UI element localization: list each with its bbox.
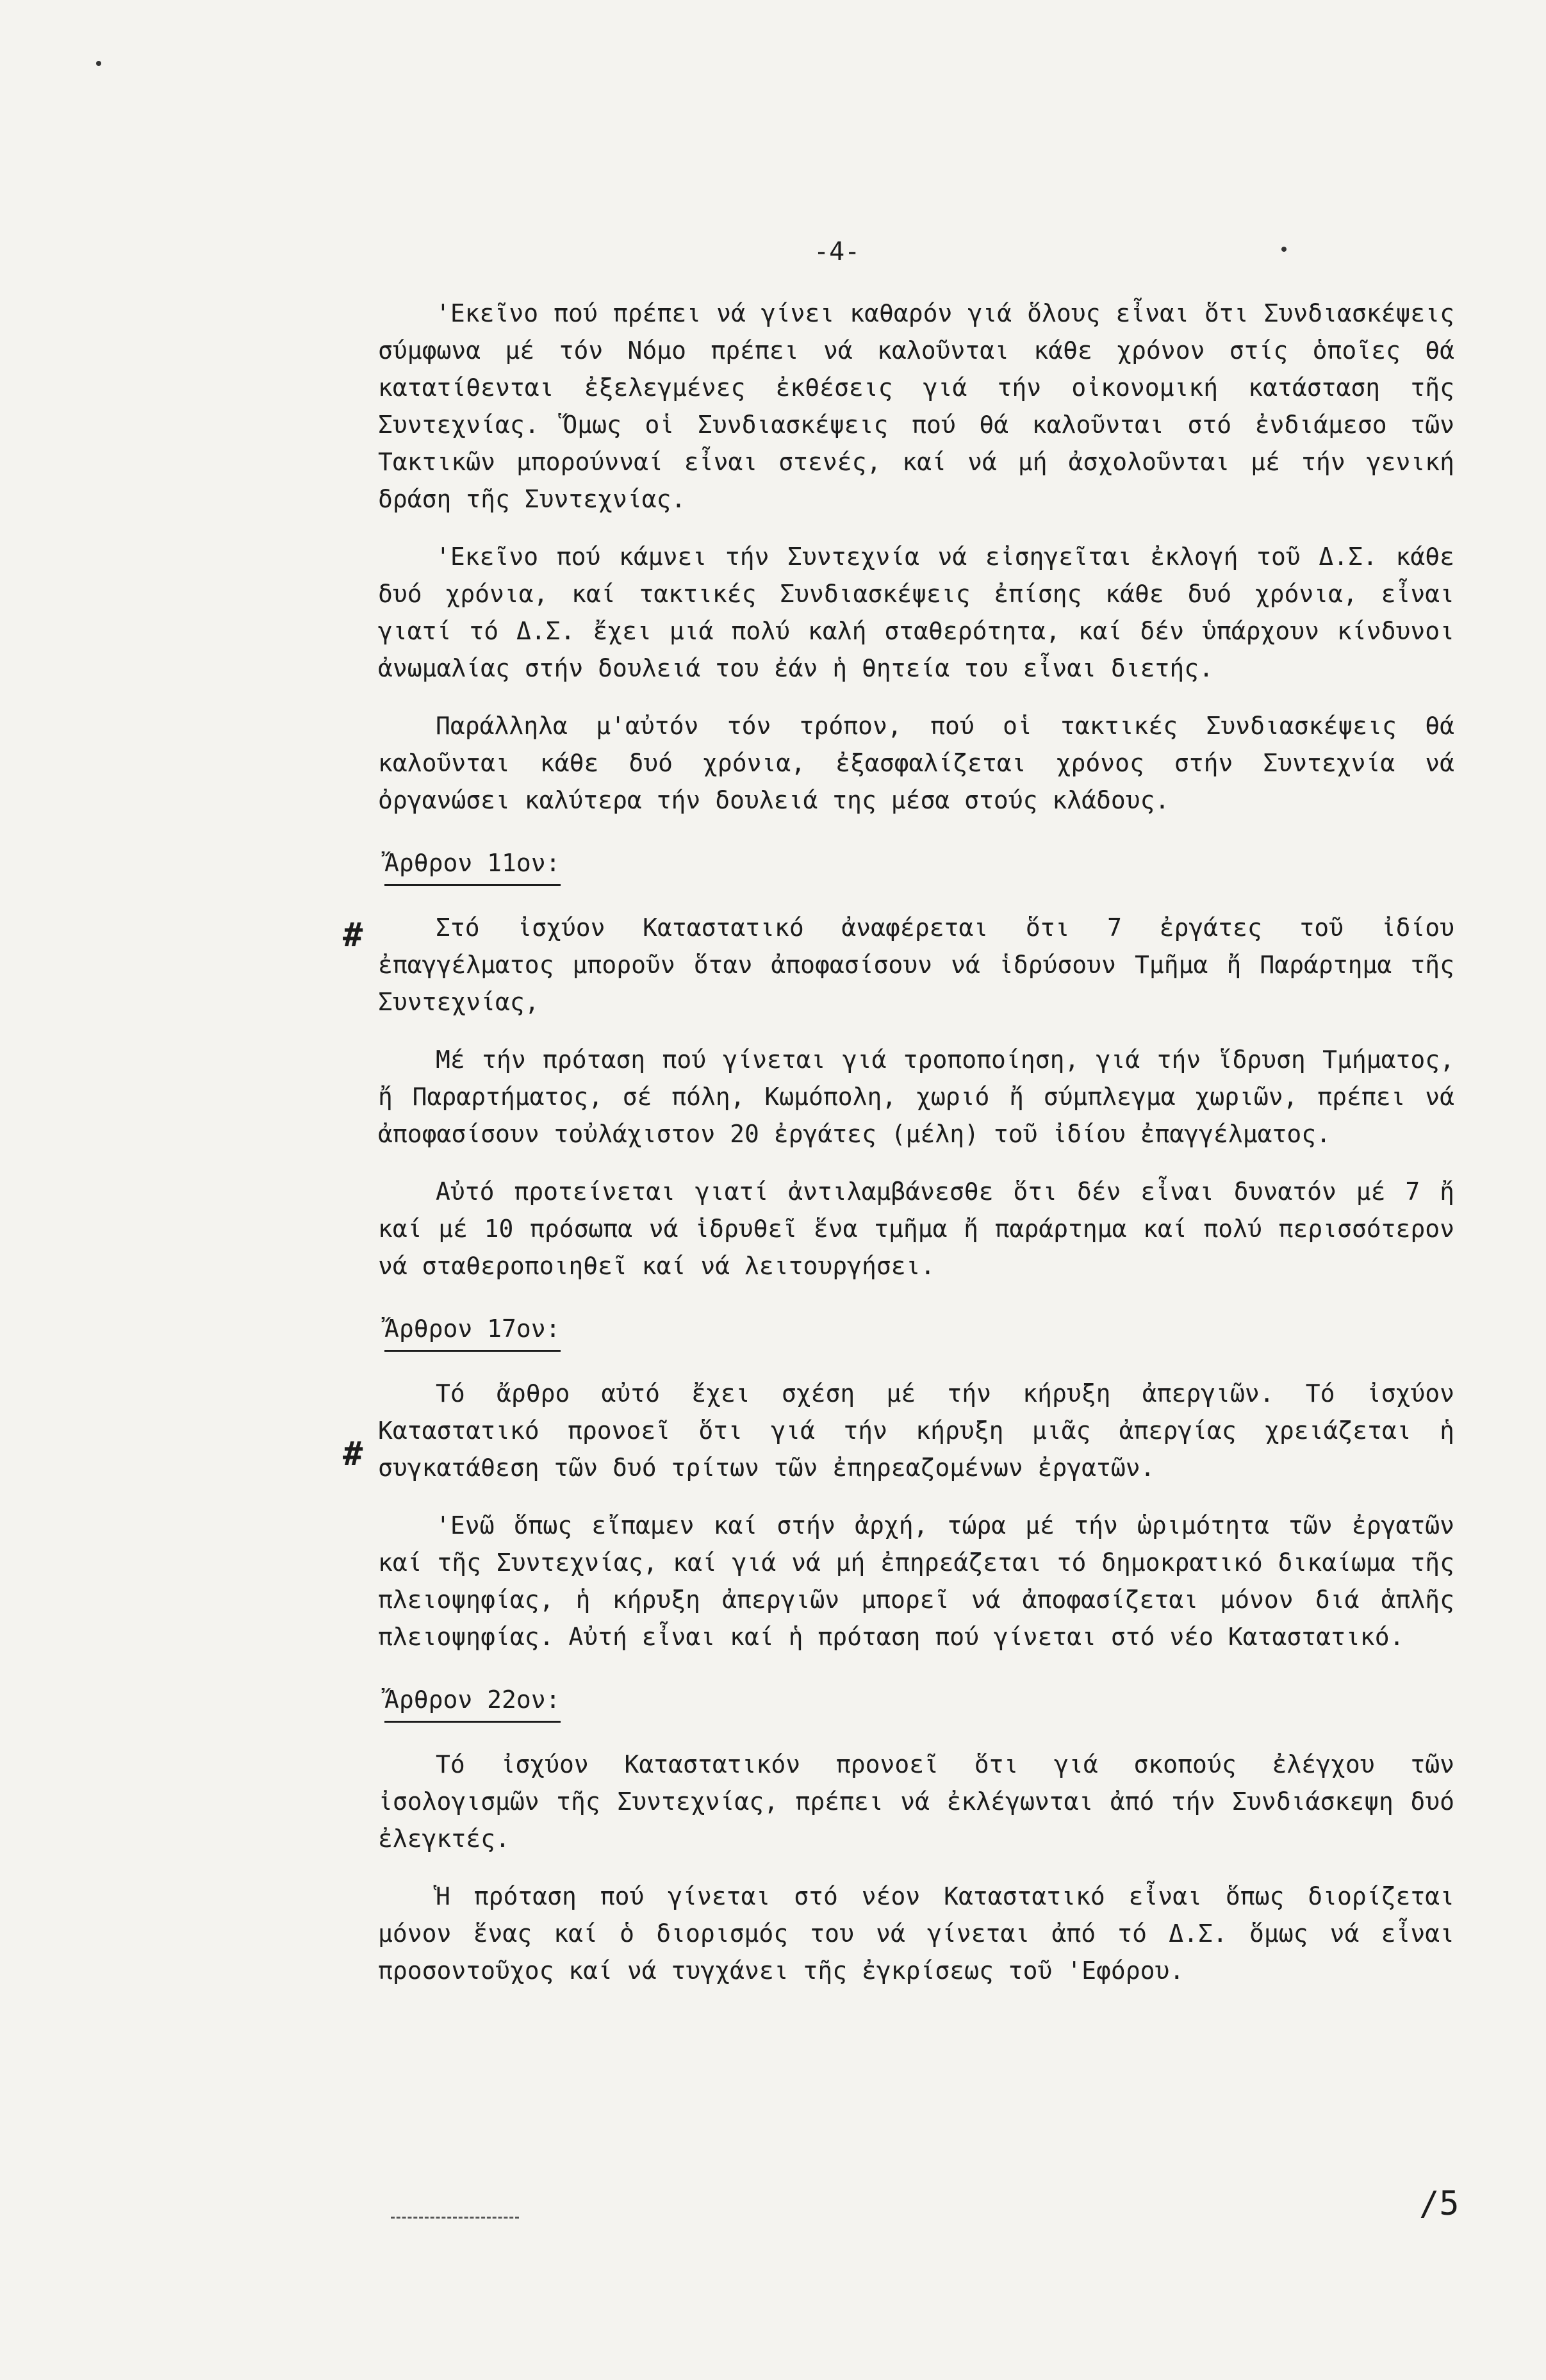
- paragraph: Στό ἰσχύον Καταστατικό ἀναφέρεται ὅτι 7 ἐργάτες τοῦ ἰδίου ἐπαγγέλματος μποροῦν ὅταν ἀποφασίσουν νά ἱδρύσουν Τμῆμα ἤ Παράρτημα τῆς Συντεχνίας,: [378, 914, 1454, 1016]
- paragraph: Παράλληλα μ'αὐτόν τόν τρόπον, πού οἱ τακτικές Συνδιασκέψεις θά καλοῦνται κάθε δυό χρόνια, ἐξασφαλίζεται χρόνος στήν Συντεχνία νά ὀργανώσει καλύτερα τήν δουλειά της μέσα στούς κλάδους.: [378, 712, 1454, 814]
- paragraph: 'Εκεῖνο πού κάμνει τήν Συντεχνία νά εἰσηγεῖται ἐκλογή τοῦ Δ.Σ. κάθε δυό χρόνια, καί τακτικές Συνδιασκέψεις ἐπίσης κάθε δυό χρόνια, εἶναι γιατί τό Δ.Σ. ἔχει μιά πολύ καλή σταθερότητα, καί δέν ὑπάρχουν κίνδυνοι ἀνωμαλίας στήν δουλειά του ἐάν ἡ θητεία του εἶναι διετής.: [378, 543, 1454, 682]
- paragraph: Τό ἄρθρο αὐτό ἔχει σχέση μέ τήν κήρυξη ἀπεργιῶν. Τό ἰσχύον Καταστατικό προνοεῖ ὅτι γιά τήν κήρυξη μιᾶς ἀπεργίας χρειάζεται ἡ συγκατάθεση τῶν δυό τρίτων τῶν ἐπηρεαζομένων ἐργατῶν.: [378, 1379, 1454, 1482]
- section-intro: [378, 295, 1454, 819]
- paragraph: Τό ἰσχύον Καταστατικόν προνοεῖ ὅτι γιά σκοπούς ἐλέγχου τῶν ἰσολογισμῶν τῆς Συντεχνίας, πρέπει νά ἐκλέγωνται ἀπό τήν Συνδιάσκεψη δυό ἐλεγκτές.: [378, 1750, 1454, 1853]
- article-heading: Ἄρθρον 22ον:: [384, 1681, 561, 1723]
- article-heading: Ἄρθρον 17ον:: [384, 1310, 561, 1352]
- page-number-bottom: /5: [1419, 2185, 1460, 2223]
- article-heading: Ἄρθρον 11ον:: [384, 844, 561, 886]
- paragraph: Ἡ πρόταση πού γίνεται στό νέον Καταστατικό εἶναι ὅπως διορίζεται μόνον ἕνας καί ὁ διορισμός του νά γίνεται ἀπό τό Δ.Σ. ὅμως νά εἶναι προσοντοῦχος καί νά τυγχάνει τῆς ἐγκρίσεως τοῦ 'Εφόρου.: [378, 1882, 1454, 1985]
- scan-speck: [96, 61, 101, 66]
- paragraph: 'Εκεῖνο πού πρέπει νά γίνει καθαρόν γιά ὅλους εἶναι ὅτι Συνδιασκέψεις σύμφωνα μέ τόν Νόμο πρέπει νά καλοῦνται κάθε χρόνον στίς ὁποῖες θά κατατίθενται ἐξελεγμένες ἐκθέσεις γιά τήν οἰκονομική κατάσταση τῆς Συντεχνίας. Ὅμως οἱ Συνδιασκέψεις πού θά καλοῦνται στό ἐνδιάμεσο τῶν Τακτικῶν μπορούνναί εἶναι στενές, καί νά μή ἀσχολοῦνται μέ τήν γενική δράση τῆς Συντεχνίας.: [378, 299, 1454, 513]
- section-article-22: [378, 1676, 1454, 1989]
- margin-mark-article-17: #: [343, 1435, 363, 1473]
- section-article-17: [378, 1305, 1454, 1655]
- footer-rule: [391, 2217, 519, 2219]
- page-number-top: -4-: [814, 237, 860, 267]
- margin-mark-article-11: #: [343, 916, 363, 955]
- document-body: [378, 295, 1454, 2010]
- section-article-11: [378, 839, 1454, 1284]
- scan-speck: [1281, 247, 1287, 252]
- paragraph: 'Ενῶ ὅπως εἴπαμεν καί στήν ἀρχή, τώρα μέ τήν ὡριμότητα τῶν ἐργατῶν καί τῆς Συντεχνίας, καί γιά νά μή ἐπηρεάζεται τό δημοκρατικό δικαίωμα τῆς πλειοψηφίας, ἡ κήρυξη ἀπεργιῶν μπορεῖ νά ἀποφασίζεται μόνον διά ἁπλῆς πλειοψηφίας. Αὐτή εἶναι καί ἡ πρόταση πού γίνεται στό νέο Καταστατικό.: [378, 1511, 1454, 1651]
- paragraph: Μέ τήν πρόταση πού γίνεται γιά τροποποίηση, γιά τήν ἵδρυση Τμήματος, ἤ Παραρτήματος, σέ πόλη, Κωμόπολη, χωριό ἤ σύμπλεγμα χωριῶν, πρέπει νά ἀποφασίσουν τοὐλάχιστον 20 ἐργάτες (μέλη) τοῦ ἰδίου ἐπαγγέλματος.: [378, 1046, 1454, 1148]
- paragraph: Αὐτό προτείνεται γιατί ἀντιλαμβάνεσθε ὅτι δέν εἶναι δυνατόν μέ 7 ἤ καί μέ 10 πρόσωπα νά ἱδρυθεῖ ἕνα τμῆμα ἤ παράρτημα καί πολύ περισσότερον νά σταθεροποιηθεῖ καί νά λειτουργήσει.: [378, 1178, 1454, 1280]
